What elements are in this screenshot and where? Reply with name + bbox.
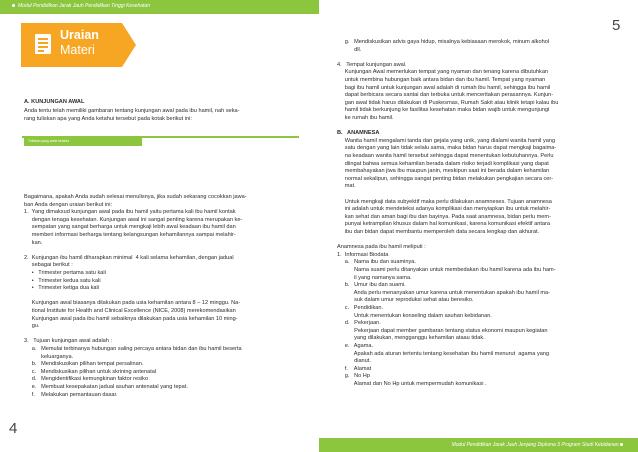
body-line: hamil tidak berkunjung ke fasilitas kesehatan maka bidan wajib untuk mengunjungi [337,107,550,114]
body-line: B. ANAMNESA [337,130,380,137]
body-line: gu. [24,323,40,330]
body-line: dengan tenaga kesehatan. Kunjungan awal ini sangat penting karena merupakan ke- [24,216,243,223]
document-icon [35,34,51,54]
banner-title-light: Materi [60,43,95,57]
body-line: • Trimester ketiga dua kali [24,285,100,292]
body-line: normal sekalipun, sehingga sangat penting bidan melakukan pengkajian secara cer- [337,175,554,182]
body-line: satu dengan yang lain tidak selalu sama, maka bidan harus dapat mengkaji bagaima- [337,145,557,152]
body-line: punyai ketrampilan khusus dalam hal komunikasi, karena komunikasi efektif antara [337,221,550,228]
body-line: d. Mengidentifikasi kemungkinan faktor resiko [24,376,149,383]
body-line: 1. Informasi Biodata [337,251,389,258]
bullet-dot-icon [620,443,623,446]
body-line: b. Umur ibu dan suami. [337,282,406,289]
body-line: Apakah ada aturan tertentu tentang kesehatan ibu hamil menurut agama yang [337,350,550,357]
left-header-text: Modul Pendidikan Jarak Jauh Pendidikan Tinggi Kesehatan [18,3,150,9]
body-line: kan sehat dan aman bagi ibu dan bayinya. Pada saat anamnesa, bidan perlu mem- [337,213,551,220]
section-a-intro-1: Anda tentu telah memiliki gambaran tentang kunjungan awal pada ibu hamil, nah seka- [24,108,240,114]
body-line: dll. [337,46,362,53]
body-line: sempatan yang sangat berharga untuk mengkaji lebih awal keadaan ibu hamil dan [24,224,236,231]
body-line: memberi informasi berharga tentang kelangsungan kehamilannya sampai melahir- [24,232,236,238]
body-line: keluarganya. [24,353,74,360]
body-line: ke rumah ibu hamil. [337,115,394,121]
banner-arrow [122,23,136,67]
right-footer-text: Modul Pendidikan Jarak Jauh Jenjang Diploma 3 Program Studi Kebidanan [451,441,619,448]
body-line: Untuk mengkaji data subyektif maka perlu dilakukan anamneses. Tujuan anamnesa [337,198,552,205]
body-line: Kunjungan awal biasanya dilakukan pada usia kehamilan antara 8 – 12 minggu. Na- [24,300,241,307]
body-line: bagi ibu hamil untuk kunjungan awal adalah di rumah ibu hamil, sehingga ibu hamil [337,84,551,91]
body-line: dapat berbicara secara santai dan terbuka untuk menceritakan perasannya. Kunjun- [337,92,554,99]
body-line: c. Mendiskusikan pilihan untuk skrining antenatal [24,368,157,375]
body-line: ibu dan bidan dapat membantu memperoleh data secara lengkap dan akhurat. [337,229,540,235]
body-line: 1. Yang dimaksud kunjungan awal pada ibu hamil yaitu pertama kali ibu hamil kontak [24,209,236,216]
body-line: dianut. [337,358,371,365]
body-line: • Trimester kedua satu kali [24,277,101,284]
body-line: 3. Tujuan kunjungan awal adalah : [24,338,113,345]
answer-box[interactable] [22,146,299,186]
body-line: • Trimester pertama satu kali [24,270,106,276]
left-header-bar [0,0,319,14]
body-line: 4. Tempat kunjungan awal. [337,61,407,68]
right-footer-bar [319,438,638,452]
body-line: Kunjungan awal pada ibu hamil sebaiknya dilakukan pada usia kehamilan 10 ming- [24,315,238,322]
body-line: a. Nama ibu dan suaminya. [337,259,416,266]
right-page-number: 5 [612,17,621,34]
body-line: Anda perlu menanyakan umur karena untuk menentukan apakah ibu hamil ma- [337,289,550,296]
body-line: sebagai berikut : [24,262,73,269]
bullet-dot-icon [12,4,15,7]
body-line: yang dilakukan, mengganggu kehamilan ataau tidak. [337,335,485,342]
body-line: mat. [337,183,356,190]
body-line: Alamat dan No Hp untuk mempermudah komunikasi . [337,381,487,387]
body-line: ini adalah untuk mendeteksi adanya komplikasi dan menyiapkan ibu untuk melahir- [337,206,551,213]
answer-box-label-text: Tuliskan yang anda ketahui [28,139,70,143]
banner-title-bold: Uraian [60,28,99,42]
body-line: untuk membina hubungan baik antara bidan dan ibu hamil. Tempat yang nyaman [337,77,546,83]
right-page [319,0,638,452]
body-line: b. Mendiskusikan pilihan tempat persalinan. [24,361,144,368]
body-line: g. Mendiskusikan advis gaya hidup, misalnya kebiasaan merokok, minum alkohol [337,39,550,45]
body-line: Bagaimana, apakah Anda sudah selesai menulisnya, jika sudah sekarang cocokkan jawa- [24,194,247,200]
body-line: Pekerjaan dapat member gambaran tentang status ekonomi maupun kegiatan [337,327,548,334]
body-line: e. Membuat kesepakatan jadual asuhan antenatal yang tepat. [24,384,188,390]
body-line: d. Pekerjaan. [337,320,381,327]
body-line: ban Anda dengan uraian berikut ini: [24,201,113,208]
body-line: g. No Hp [337,373,370,380]
body-line: Wanita hamil mengalami tanda dan gejala yang unik, yang dialami wanita hamil yang [337,137,556,144]
body-line: a. Memulai terbinanya hubungan saling percaya antara bidan dan ibu hamil beserta [24,346,242,352]
body-line: Kunjungan Awal memerlukan tempat yang nyaman dan tenang karena dibutuhkan [337,69,549,76]
section-a-intro-2: rang tuliskan apa yang Anda ketahui tersebut pada kotak berikut ini: [24,116,192,122]
body-line: Nama suami perlu ditanyakan untuk membedakan ibu hamil karena ada ibu ham- [337,267,556,273]
answer-box-label [24,138,142,146]
left-page-number: 4 [9,420,18,437]
body-line: f. Alamat [337,365,372,372]
body-line: na keadaan wanita hamil tersebut sehingga dapat menentukan kebutuhannya. Perlu [337,153,554,159]
body-line: e. Agama. [337,343,374,349]
body-line: 2. Kunjungan ibu hamil diharapkan minimal 4 kali selama kehamilan, dengan jadual [24,254,234,261]
section-a-heading: A. KUNJUNGAN AWAL [24,99,85,105]
body-line: gan awal tidak harus dilakukan di Puskesmas, Rumah Sakit atau klinik tetapi kalau ibu [337,99,559,106]
body-line: c. Pendidikan. [337,305,384,311]
body-line: Anamnesa pada ibu hamil meliputi : [337,244,426,251]
body-line: f. Melakukan pemantauan dasar. [24,391,118,398]
body-line: Untuk menentukan konseling dalam asuhan kebidanan. [337,312,492,319]
body-line: diingat bahwa semua kehamilan berada dalam risiko terjadi komplikasi yang dapat [337,160,549,167]
body-line: kan. [24,239,43,246]
body-line: membahayakan jiwa ibu maupun janin, meskipun saat ini berada dalam kehamilan [337,168,550,175]
body-line: il yang namanya sama. [337,274,412,281]
body-line: suk dalam umur reproduksi sehat atau beresiko. [337,297,474,304]
body-line: tional Institute for Health and Clinical Excellence (NICE, 2008) merekomendasikan [24,308,236,314]
